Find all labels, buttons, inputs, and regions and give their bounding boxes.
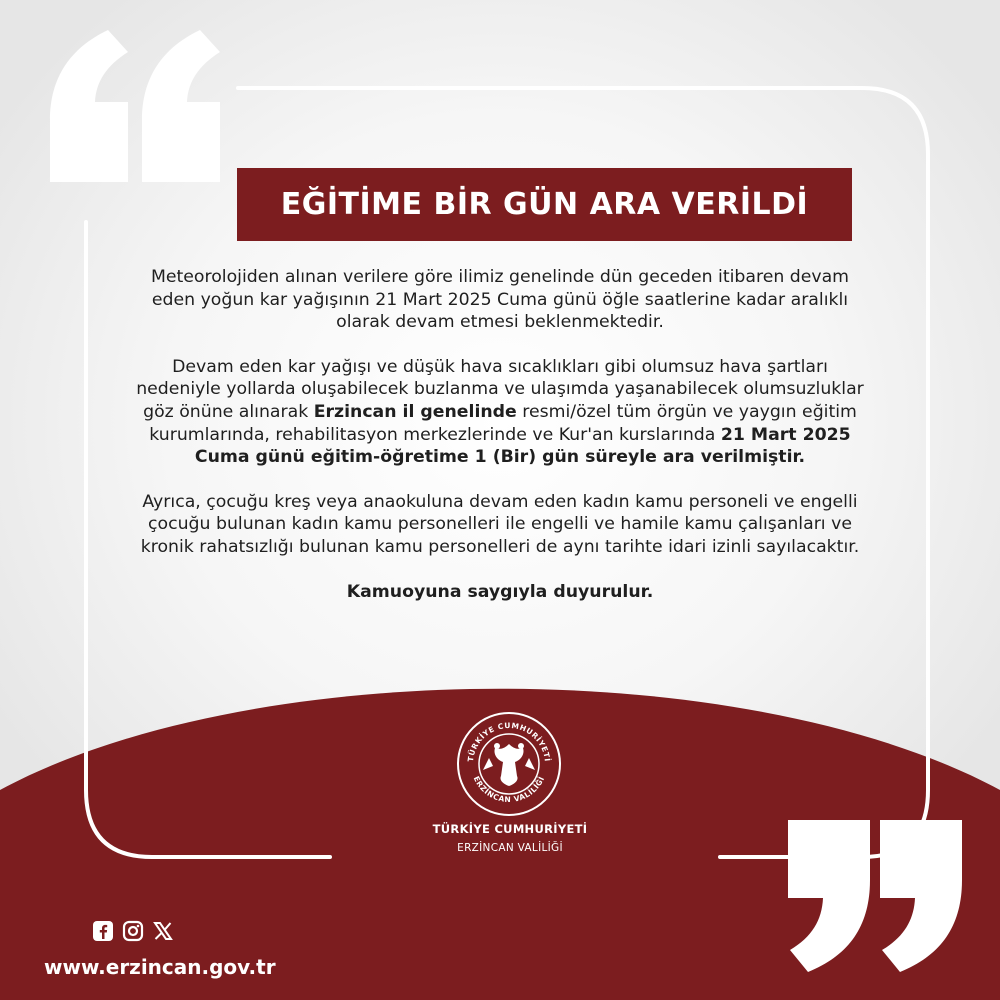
paragraph-2-bold-2: 21 Mart 2025 Cuma günü eğitim-öğretime 1 (Bir) gün süreyle ara verilmiştir. [194, 424, 851, 468]
paragraph-2-part-2: resmi/özel tüm örgün ve yaygın eğitim kurumlarında, rehabilitasyon merkezlerinde ve Kur'an kurslarında [149, 401, 857, 445]
paragraph-2-part-1: Devam eden kar yağışı ve düşük hava sıcaklıkları gibi olumsuz hava şartları nedeniyle yollarda oluşabilecek buzlanma ve ulaşımda yaşanabilecek olumsuzluklar göz önüne alınarak [136, 356, 864, 422]
org-name-line-2: ERZİNCAN VALİLİĞİ [457, 842, 563, 854]
paragraph-3: Ayrıca, çocuğu kreş veya anaokuluna devam eden kadın kamu personeli ve engelli çocuğu bulunan kadın kamu personelleri ile engelli ve hamile kamu çalışanları ve kronik rahatsızlığı bulunan kamu personelleri de aynı tarihte idari izinli sayılacaktır. [140, 491, 860, 557]
paragraph-1: Meteorolojiden alınan verilere göre ilimiz genelinde dün geceden itibaren devam eden yoğun kar yağışının 21 Mart 2025 Cuma günü öğle saatlerine kadar aralıklı olarak devam etmesi beklenmektedir. [150, 267, 850, 333]
x-icon[interactable] [152, 920, 174, 942]
facebook-icon[interactable] [92, 920, 114, 942]
governorship-seal-icon [455, 710, 563, 818]
page-title [237, 168, 852, 241]
paragraph-2 [130, 356, 870, 469]
opening-quote-icon [50, 30, 220, 182]
svg-text:TÜRKİYE CUMHURİYETİ: TÜRKİYE CUMHURİYETİ [466, 720, 552, 763]
social-icons [92, 920, 174, 942]
instagram-icon[interactable] [122, 920, 144, 942]
website-link[interactable]: www.erzincan.gov.tr [44, 955, 276, 979]
paragraph-2-bold-1: Erzincan il genelinde [313, 401, 517, 422]
title-text: EĞİTİME BİR GÜN ARA VERİLDİ [280, 187, 809, 222]
svg-text:ERZİNCAN VALİLİĞİ: ERZİNCAN VALİLİĞİ [471, 774, 547, 805]
closing-line: Kamuoyuna saygıyla duyurulur. [346, 581, 654, 602]
announcement-body [130, 266, 870, 625]
org-name-line-1: TÜRKİYE CUMHURİYETİ [432, 822, 588, 836]
